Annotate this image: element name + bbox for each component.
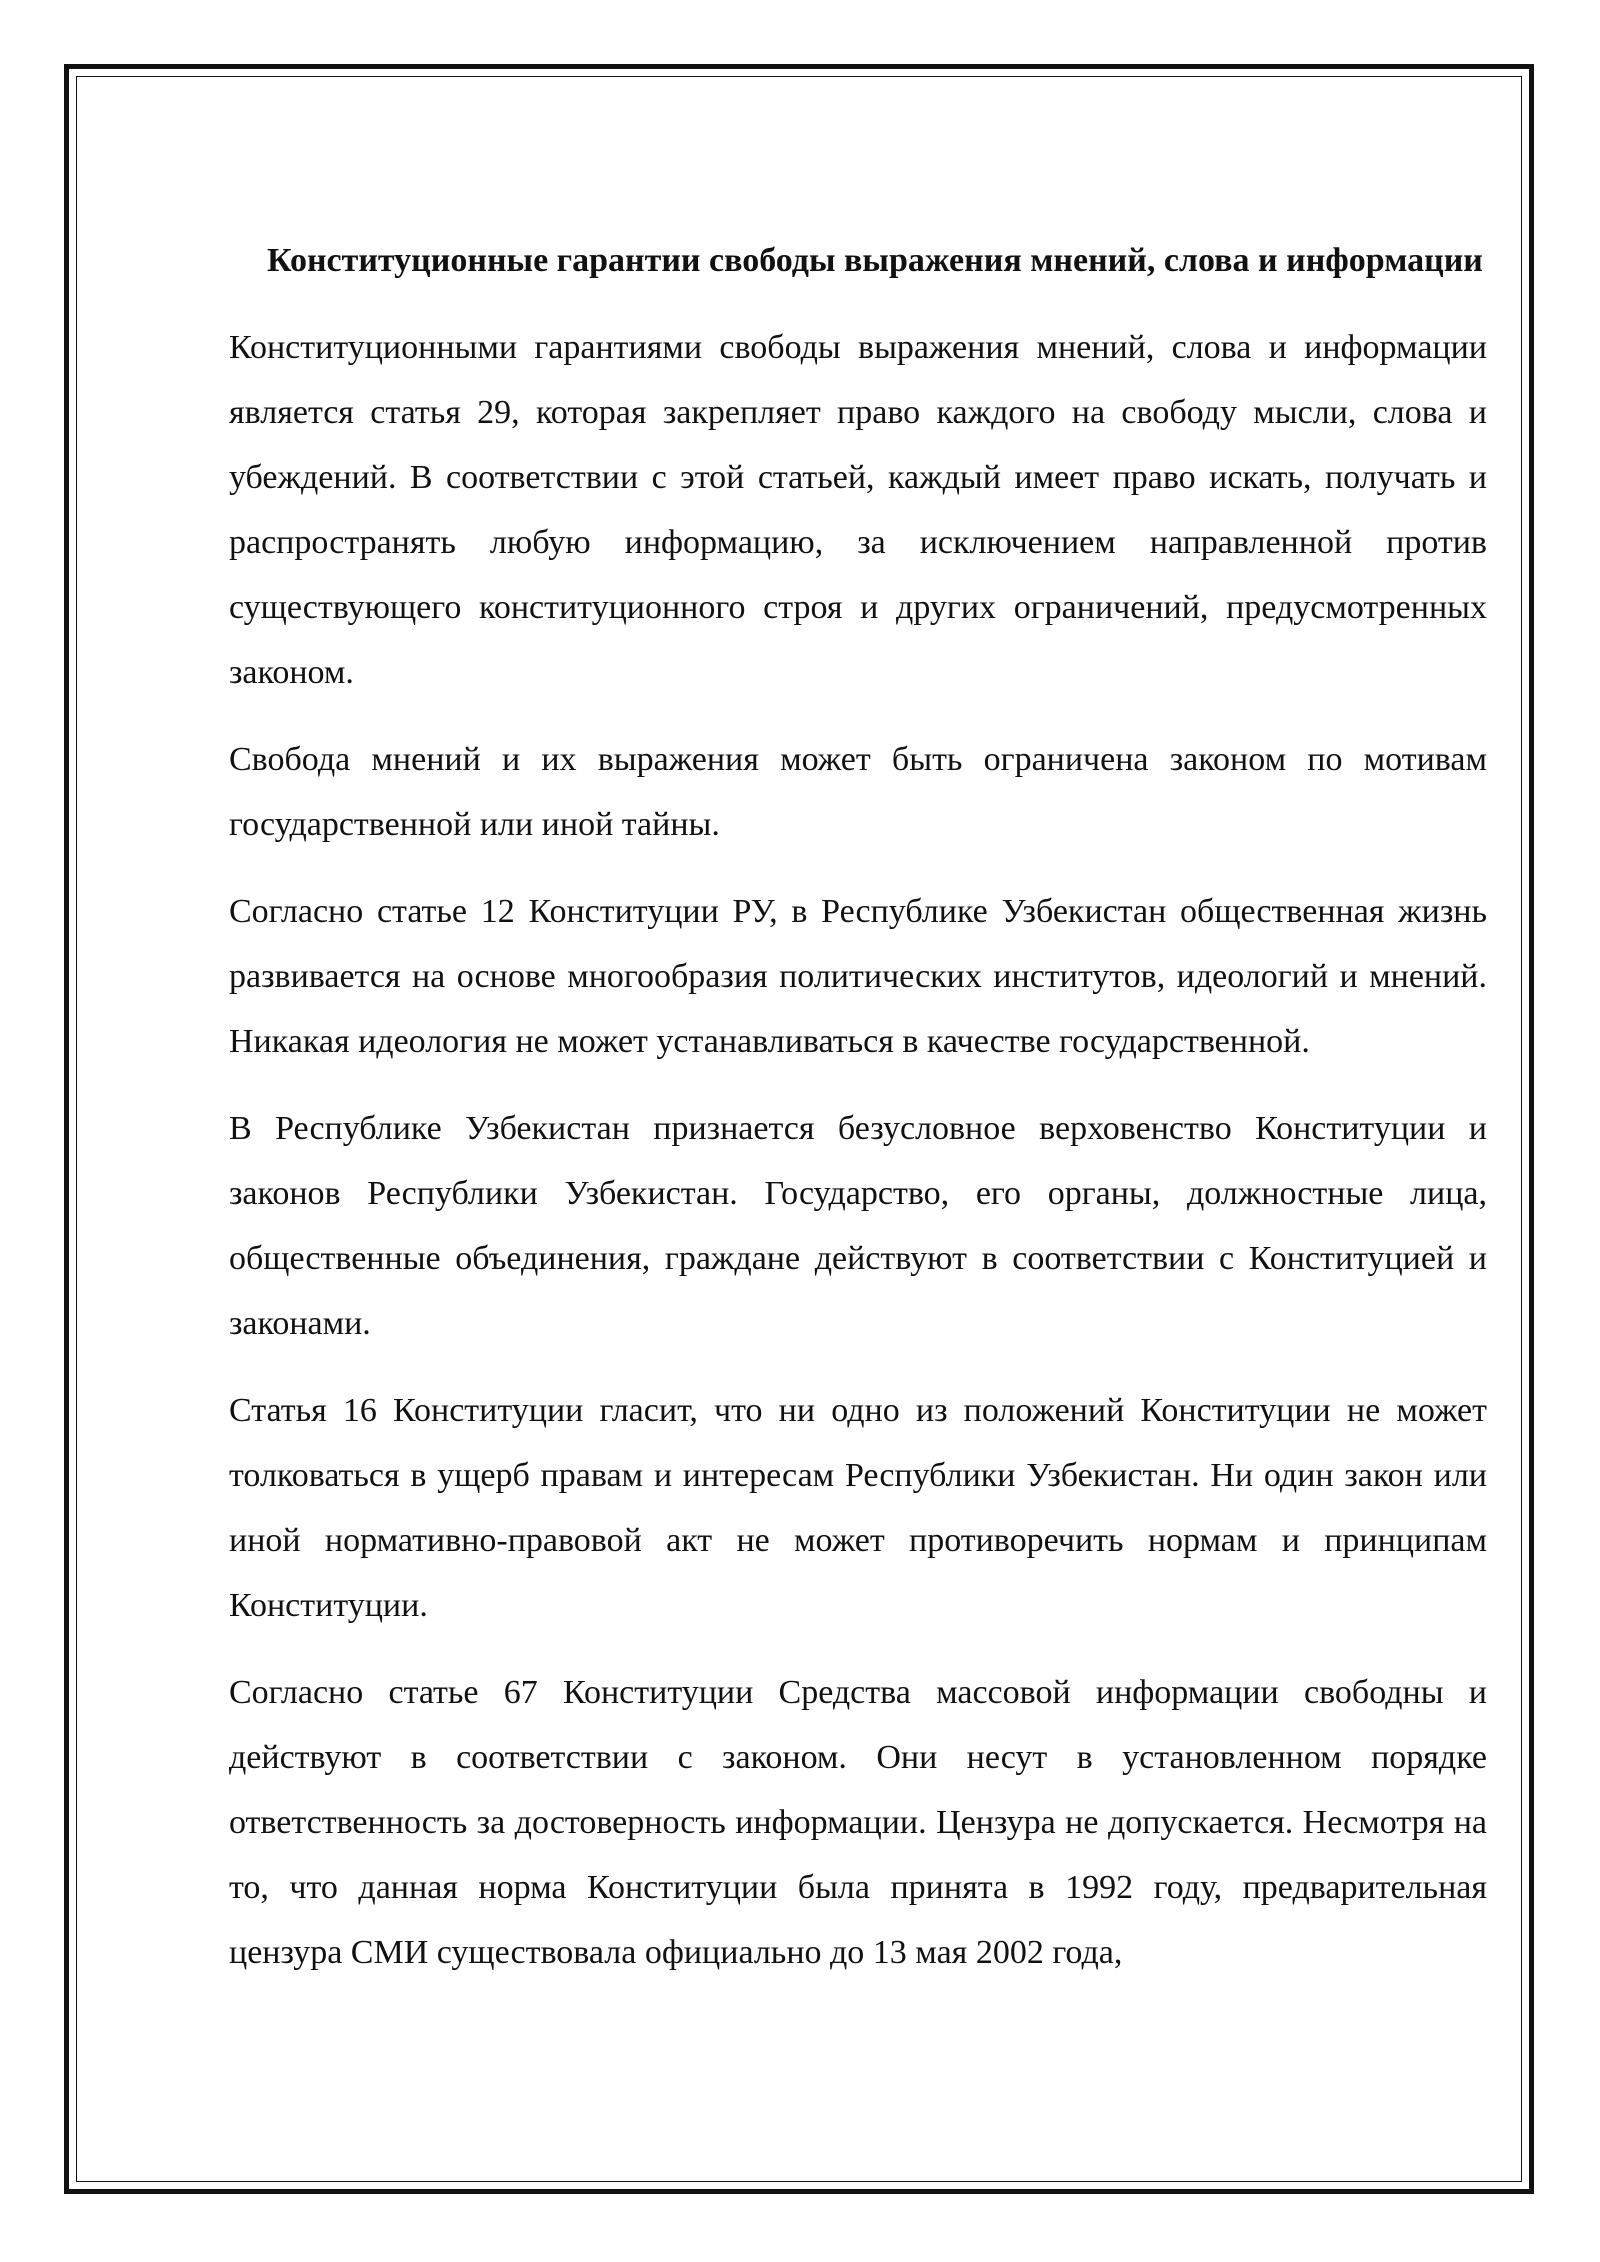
document-heading: Конституционные гарантии свободы выражения мнений, слова и информации	[267, 242, 1483, 279]
document-body	[229, 228, 1487, 2007]
paragraph-article-67: Согласно статье 67 Конституции Средства массовой информации свободны и действуют в соответствии с законом. Они несут в установленном порядке ответственность за достоверность информации. Цензура не допускается. Несмотря на то, что данная норма Конституции была принята в 1992 году, предварительная цензура СМИ существовала официально до 13 мая 2002 года,	[229, 1674, 1487, 1971]
paragraph-article-12: Согласно статье 12 Конституции РУ, в Республике Узбекистан общественная жизнь развивается на основе многообразия политических институтов, идеологий и мнений. Никакая идеология не может устанавливаться в качестве государственной.	[229, 893, 1487, 1060]
paragraph-supremacy: В Республике Узбекистан признается безусловное верховенство Конституции и законов Республики Узбекистан. Государство, его органы, должностные лица, общественные объединения, граждане действуют в соответствии с Конституцией и законами.	[229, 1110, 1487, 1342]
paragraph-article-16: Статья 16 Конституции гласит, что ни одно из положений Конституции не может толковаться в ущерб правам и интересам Республики Узбекистан. Ни один закон или иной нормативно-правовой акт не может противоречить нормам и принципам Конституции.	[229, 1392, 1487, 1624]
paragraph-opinion-limits: Свобода мнений и их выражения может быть ограничена законом по мотивам государственной или иной тайны.	[229, 741, 1487, 843]
paragraph-article-29: Конституционными гарантиями свободы выражения мнений, слова и информации является статья 29, которая закрепляет право каждого на свободу мысли, слова и убеждений. В соответствии с этой статьей, каждый имеет право искать, получать и распространять любую информацию, за исключением направленной против существующего конституционного строя и других ограничений, предусмотренных законом.	[229, 329, 1487, 691]
